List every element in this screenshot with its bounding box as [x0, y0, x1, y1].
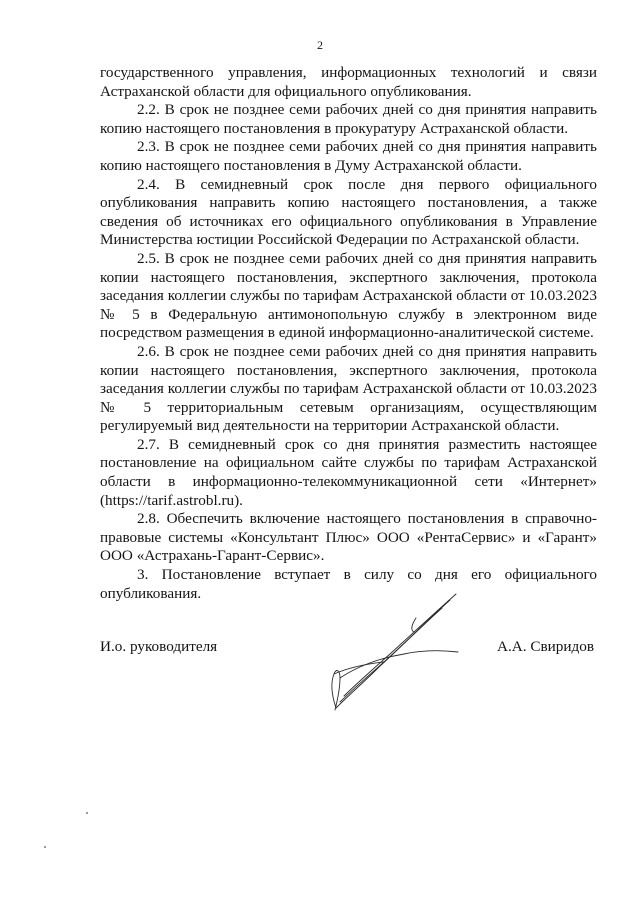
- paragraph-2-2: 2.2. В срок не позднее семи рабочих дней со дня принятия направить копию настоящего постановления в прокуратуру Астраханской области.: [100, 101, 597, 137]
- paragraph-3: 3. Постановление вступает в силу со дня его официального опубликования.: [100, 566, 597, 602]
- paragraph-2-5: 2.5. В срок не позднее семи рабочих дней со дня принятия направить копии настоящего постановления, экспертного заключения, протокола заседания коллегии службы по тарифам Астраханской области от 10.03.2023 № 5 в Федеральную антимонопольную службу в электронном виде посредством размещения в единой информационно-аналитической системе.: [100, 249, 597, 342]
- paragraph-2-4: 2.4. В семидневный срок после дня первого официального опубликования направить копию настоящего постановления, а также сведения об источниках его официального опубликования в Управление Министерства юстиции Российской Федерации по Астраханской области.: [100, 175, 597, 249]
- scan-speck: [86, 812, 88, 814]
- signer-name: А.А. Свиридов: [497, 638, 594, 655]
- paragraph-2-7: 2.7. В семидневный срок со дня принятия разместить настоящее постановление на официальном сайте службы по тарифам Астраханской области в информационно-телекоммуникационной сети «Интернет» (https://tarif.astrobl.ru).: [100, 435, 597, 509]
- paragraph-2-8: 2.8. Обеспечить включение настоящего постановления в справочно-правовые системы «Консультант Плюс» ООО «РентаСервис» и «Гарант» ООО «Астрахань-Гарант-Сервис».: [100, 510, 597, 565]
- signer-position-title: И.о. руководителя: [100, 638, 218, 655]
- page-number: 2: [317, 38, 323, 52]
- paragraph-2-3: 2.3. В срок не позднее семи рабочих дней со дня принятия направить копию настоящего постановления в Думу Астраханской области.: [100, 138, 597, 174]
- document-body: [100, 64, 597, 603]
- handwritten-signature: [318, 588, 468, 718]
- scan-speck: [44, 846, 46, 848]
- paragraph-continuation: государственного управления, информационных технологий и связи Астраханской области для официального опубликования.: [100, 64, 597, 100]
- paragraph-2-6: 2.6. В срок не позднее семи рабочих дней со дня принятия направить копии настоящего постановления, экспертного заключения, протокола заседания коллегии службы по тарифам Астраханской области от 10.03.2023 № 5 территориальным сетевым организациям, осуществляющим регулируемый вид деятельности на территории Астраханской области.: [100, 342, 597, 435]
